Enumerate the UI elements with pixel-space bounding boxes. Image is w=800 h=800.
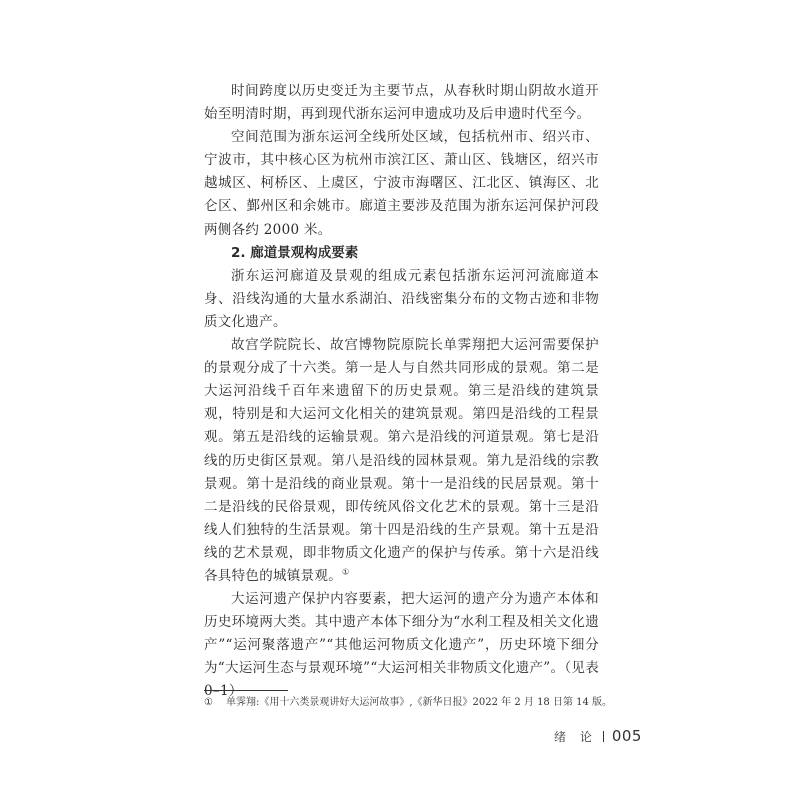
running-section-title: 绪 论	[554, 729, 597, 744]
body-text	[204, 80, 599, 704]
footnote-mark: ①	[204, 697, 213, 708]
paragraph-heritage-elements: 大运河遗产保护内容要素，把大运河的遗产分为遗产本体和历史环境两大类。其中遗产本体下细分为“水利工程及相关文化遗产”“运河聚落遗产”“其他运河物质文化遗产”，历史环境下细分为“大运河生态与景观环境”“大运河相关非物质文化遗产”。（见表 0–1）	[204, 591, 599, 700]
paragraph-sixteen-landscapes	[204, 334, 599, 588]
page-number: 005	[611, 727, 642, 745]
footnote-divider	[204, 690, 288, 691]
page-folio	[554, 726, 642, 746]
footnote	[204, 695, 613, 711]
paragraph-time-span: 时间跨度以历史变迁为主要节点，从春秋时期山阴故水道开始至明清时期，再到现代浙东运河申遗成功及后申遗时代至今。	[204, 83, 599, 123]
footnote-text: 单霁翔:《用十六类景观讲好大运河故事》,《新华日报》2022 年 2 月 18 日第 14 版。	[226, 697, 613, 708]
paragraph-sixteen-landscapes-text: 故宫学院院长、故宫博物院原院长单霁翔把大运河需要保护的景观分成了十六类。第一是人与自然共同形成的景观。第二是大运河沿线千百年来遗留下的历史景观。第三是沿线的建筑景观，特别是和大运河文化相关的建筑景观。第四是沿线的工程景观。第五是沿线的运输景观。第六是沿线的河道景观。第七是沿线的历史街区景观。第八是沿线的园林景观。第九是沿线的宗教景观。第十是沿线的商业景观。第十一是沿线的民居景观。第十二是沿线的民俗景观，即传统风俗文化艺术的景观。第十三是沿线人们独特的生活景观。第十四是沿线的生产景观。第十五是沿线的艺术景观，即非物质文化遗产的保护与传承。第十六是沿线各具特色的城镇景观。	[204, 337, 599, 584]
section-heading: 2. 廊道景观构成要素	[231, 244, 359, 261]
paragraph-corridor-elements: 浙东运河廊道及景观的组成元素包括浙东运河河流廊道本身、沿线沟通的大量水系湖泊、沿线密集分布的文物古迹和非物质文化遗产。	[204, 267, 599, 330]
footnote-reference[interactable]: ①	[342, 567, 350, 577]
folio-separator	[603, 731, 604, 742]
paragraph-spatial-scope: 空间范围为浙东运河全线所处区域，包括杭州市、绍兴市、宁波市，其中核心区为杭州市滨江区、萧山区、钱塘区，绍兴市越城区、柯桥区、上虞区，宁波市海曙区、江北区、镇海区、北仑区、鄞州区和余姚市。廊道主要涉及范围为浙东运河保护河段两侧各约 2000 米。	[204, 129, 599, 238]
